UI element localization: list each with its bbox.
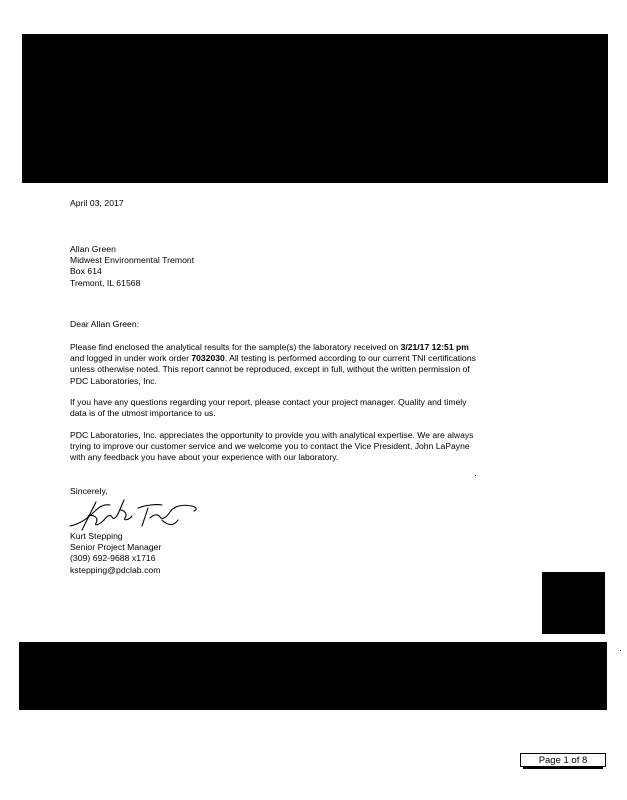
paragraph-line: [70, 353, 510, 364]
handwritten-signature: [66, 496, 202, 536]
scan-speck: [620, 650, 621, 651]
paragraph-line: If you have any questions regarding your report, please contact your project manager. Quality and timely: [70, 397, 467, 407]
paragraph-line: unless otherwise noted. This report cannot be reproduced, except in full, without the written permission of: [70, 364, 470, 375]
text-span: Please find enclosed the analytical results for the sample(s) the laboratory received on: [70, 342, 399, 352]
paragraph-line: with any feedback you have about your experience with our laboratory.: [70, 452, 339, 463]
received-datetime: 3/21/17 12:51 pm: [400, 342, 469, 352]
paragraph-line: data is of the utmost importance to us.: [70, 408, 216, 419]
recipient-address: [70, 244, 194, 289]
address-line: Tremont, IL 61568: [70, 277, 141, 288]
paragraph-results: [70, 342, 510, 387]
salutation: Dear Allan Green:: [70, 319, 140, 329]
address-line: Box 614: [70, 266, 102, 277]
text-span: . All testing is performed according to our current TNI certifications: [224, 353, 476, 364]
redacted-letterhead: [22, 34, 608, 183]
page-number: Page 1 of 8: [520, 753, 606, 767]
signer-title: Senior Project Manager: [70, 542, 162, 553]
paragraph-line: [70, 342, 510, 353]
redacted-footer: [19, 642, 607, 710]
paragraph-appreciation: [70, 430, 510, 464]
signer-name: Kurt Stepping: [70, 531, 123, 541]
redacted-block: [542, 572, 605, 634]
scan-speck: [475, 475, 476, 476]
address-line: Allan Green: [70, 244, 116, 254]
paragraph-line: trying to improve our customer service and we welcome you to contact the Vice President, John LaPayne: [70, 441, 470, 452]
paragraph-line: PDC Laboratories, Inc. appreciates the opportunity to provide you with analytical expertise. We are always: [70, 430, 474, 440]
work-order-number: 7032030: [191, 353, 225, 364]
text-span: and logged in under work order: [70, 353, 189, 364]
signature-block: [70, 531, 161, 576]
signer-email: kstepping@pdclab.com: [70, 564, 161, 575]
paragraph-line: PDC Laboratories, Inc.: [70, 375, 157, 386]
closing: Sincerely,: [70, 486, 108, 496]
signer-phone: (309) 692-9688 x1716: [70, 553, 156, 564]
letter-date: April 03, 2017: [70, 198, 124, 208]
paragraph-questions: [70, 397, 510, 419]
address-line: Midwest Environmental Tremont: [70, 255, 195, 266]
